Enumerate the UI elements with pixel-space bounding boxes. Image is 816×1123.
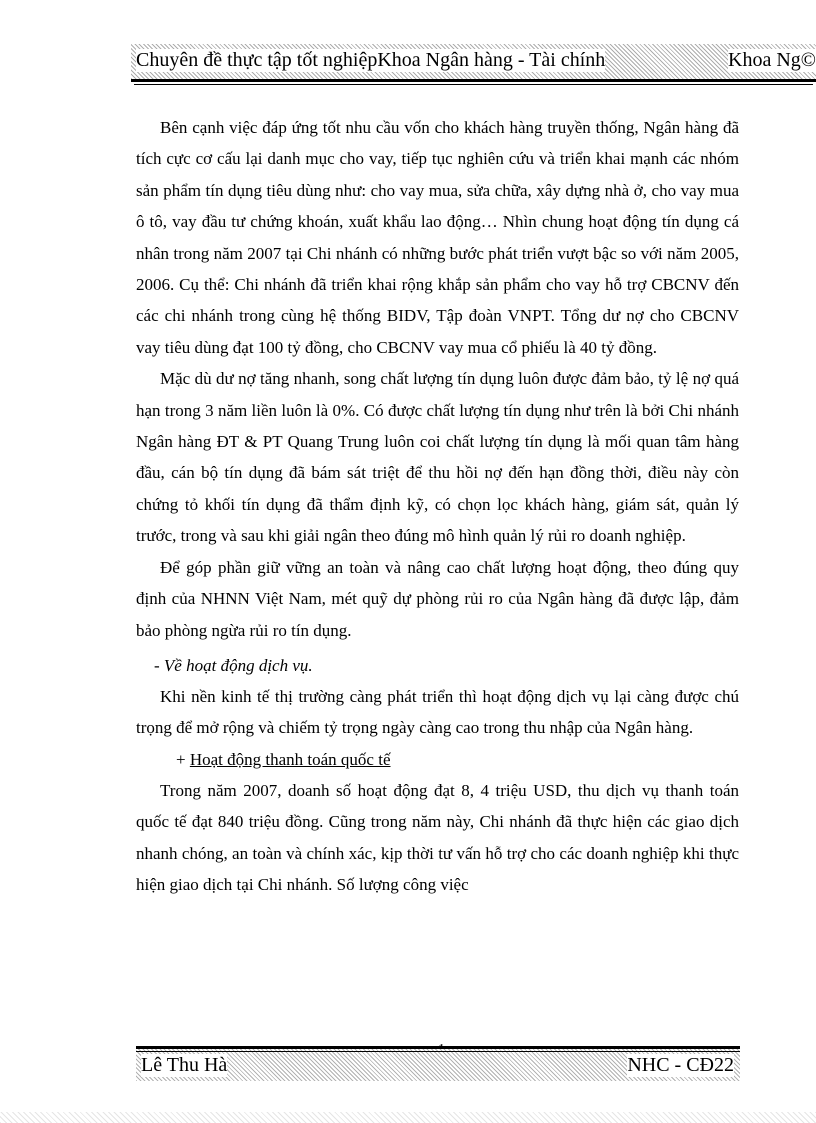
page-footer xyxy=(136,1046,740,1081)
header-title: Chuyên đề thực tập tốt nghiệpKhoa Ngân hàng - Tài chính xyxy=(136,49,606,71)
subheading-prefix: + xyxy=(176,749,186,769)
document-body xyxy=(136,112,739,900)
bottom-texture-strip xyxy=(0,1112,816,1123)
footer-author: Lê Thu Hà xyxy=(141,1054,228,1076)
section-heading-services: - Về hoạt động dịch vụ. xyxy=(154,655,313,675)
paragraph-credit-quality: Mặc dù dư nợ tăng nhanh, song chất lượng tín dụng luôn được đảm bảo, tỷ lệ nợ quá hạn trong 3 năm liền luôn là 0%. Có được chất lượng tín dụng như trên là bởi Chi nhánh Ngân hàng ĐT & PT Quang Trung luôn coi chất lượng tín dụng là mối quan tâm hàng đầu, cán bộ tín dụng đã bám sát triệt để thu hồi nợ đến hạn đồng thời, điều này còn chứng tỏ khối tín dụng đã thẩm định kỹ, có chọn lọc khách hàng, giám sát, quản lý trước, trong và sau khi giải ngân theo đúng mô hình quản lý rủi ro doanh nghiệp. xyxy=(136,369,739,546)
paragraph-consumer-credit: Bên cạnh việc đáp ứng tốt nhu cầu vốn cho khách hàng truyền thống, Ngân hàng đã tích cực cơ cấu lại danh mục cho vay, tiếp tục nghiên cứu và triển khai mạnh các nhóm sản phẩm tín dụng tiêu dùng như: cho vay mua, sửa chữa, xây dựng nhà ở, cho vay mua ô tô, vay đầu tư chứng khoán, xuất khẩu lao động… Nhìn chung hoạt động tín dụng cá nhân trong năm 2007 tại Chi nhánh có những bước phát triển vượt bậc so với năm 2005, 2006. Cụ thể: Chi nhánh đã triển khai rộng khắp sản phẩm cho vay hỗ trợ CBCNV đến các chi nhánh trong cùng hệ thống BIDV, Tập đoàn VNPT. Tổng dư nợ cho CBCNV vay tiêu dùng đạt 100 tỷ đồng, cho CBCNV vay mua cổ phiếu là 40 tỷ đồng. xyxy=(136,118,739,357)
page-header xyxy=(131,44,816,82)
subheading-international-payment xyxy=(176,744,739,775)
paragraph-international-payment: Trong năm 2007, doanh số hoạt động đạt 8, 4 triệu USD, thu dịch vụ thanh toán quốc tế đạt 840 triệu đồng. Cũng trong năm này, Chi nhánh đã thực hiện các giao dịch nhanh chóng, an toàn và chính xác, kịp thời tư vấn hỗ trợ cho các doanh nghiệp khi thực hiện giao dịch tại Chi nhánh. Số lượng công việc xyxy=(136,780,739,894)
subheading-text: Hoạt động thanh toán quốc tế xyxy=(189,749,391,769)
header-right-title: Khoa Ng© xyxy=(728,49,816,71)
footer-class-code: NHC - CĐ22 xyxy=(627,1054,734,1076)
paragraph-services: Khi nền kinh tế thị trường càng phát triển thì hoạt động dịch vụ lại càng được chú trọng để mở rộng và chiếm tỷ trọng ngày càng cao trong thu nhập của Ngân hàng. xyxy=(136,686,739,738)
paragraph-risk-fund: Để góp phần giữ vững an toàn và nâng cao chất lượng hoạt động, theo đúng quy định của NHNN Việt Nam, mét quỹ dự phòng rủi ro của Ngân hàng đã được lập, đảm bảo phòng ngừa rủi ro tín dụng. xyxy=(136,557,739,640)
